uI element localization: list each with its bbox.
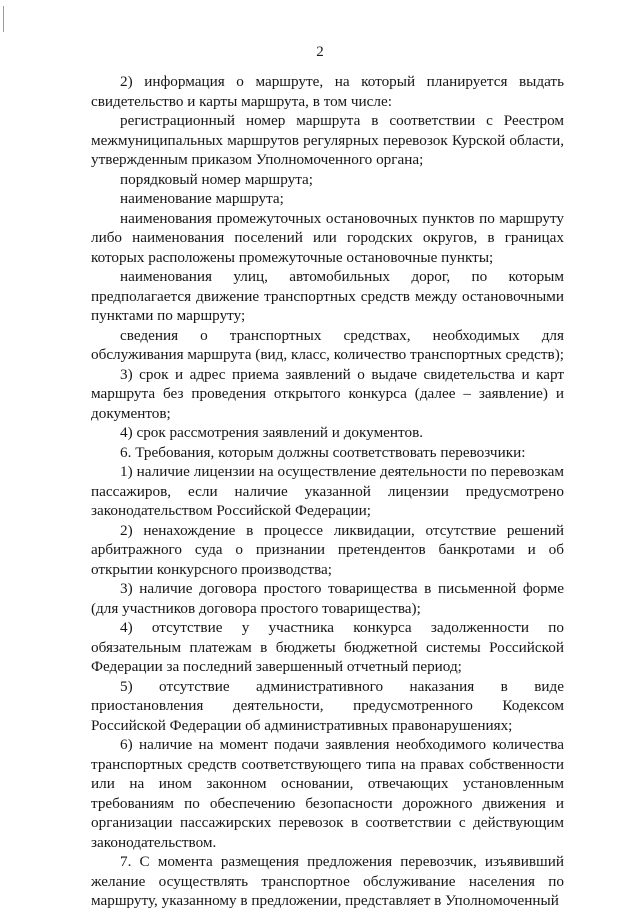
paragraph-streets-roads: наименования улиц, автомобильных дорог, по которым предполагается движение транспортных средств между остановочными пунктами по маршруту; <box>91 268 564 324</box>
paragraph-vehicle-info: сведения о транспортных средствах, необходимых для обслуживания маршрута (вид, класс, количество транспортных средств); <box>91 326 564 363</box>
paragraph-tax-debt: 4) отсутствие у участника конкурса задолженности по обязательным платежам в бюджеты бюджетной системы Российской Федерации за последний завершенный отчетный период; <box>91 619 564 675</box>
paragraph-review-period: 4) срок рассмотрения заявлений и документов. <box>120 424 424 441</box>
paragraph-serial-number: порядковый номер маршрута; <box>120 170 314 188</box>
paragraph-intermediate-stops: наименования промежуточных остановочных пунктов по маршруту либо наименования поселений или городских округов, в границах которых расположены промежуточные остановочные пункты; <box>91 209 564 266</box>
paragraph-registration-number: регистрационный номер маршрута в соответствии с Реестром межмуниципальных маршрутов регулярных перевозок Курской области, утвержденным приказом Уполномоченного органа; <box>91 112 564 168</box>
paragraph-carrier-requirements: 6. Требования, которым должны соответствовать перевозчики: <box>120 443 526 461</box>
paragraph-administrative-penalty: 5) отсутствие административного наказания в виде приостановления деятельности, предусмотренного Кодексом Российской Федерации об административных правонарушениях; <box>91 677 564 734</box>
page-number: 2 <box>316 44 324 60</box>
paragraph-liquidation: 2) ненахождение в процессе ликвидации, отсутствие решений арбитражного суда о признании претендентов банкротами и об открытии конкурсного производства; <box>91 521 564 578</box>
paragraph-vehicle-availability: 6) наличие на момент подачи заявления необходимого количества транспортных средств соответствующего типа на правах собственности или на ином законном основании, отвечающих установленным требованиям по обеспечению безопасности дорожного движения и организации пассажирских перевозок в соответствии с действующим законодательством. <box>91 736 564 851</box>
paragraph-route-info: 2) информация о маршруте, на который планируется выдать свидетельство и карты маршрута, в том числе: <box>91 73 564 110</box>
paragraph-license: 1) наличие лицензии на осуществление деятельности по перевозкам пассажиров, если наличие указанной лицензии предусмотрено законодательством Российской Федерации; <box>91 463 564 519</box>
paragraph-partnership-agreement: 3) наличие договора простого товарищества в письменной форме (для участников договора простого товарищества); <box>91 580 564 617</box>
paragraph-application-deadline: 3) срок и адрес приема заявлений о выдаче свидетельства и карт маршрута без проведения открытого конкурса (далее – заявление) и документов; <box>91 365 564 422</box>
scan-edge-mark <box>3 6 4 32</box>
paragraph-route-name: наименование маршрута; <box>120 190 284 207</box>
paragraph-submission: 7. С момента размещения предложения перевозчик, изъявивший желание осуществлять транспортное обслуживание населения по маршруту, указанному в предложении, представляет в Уполномоченный <box>91 853 564 909</box>
document-body <box>91 72 564 911</box>
